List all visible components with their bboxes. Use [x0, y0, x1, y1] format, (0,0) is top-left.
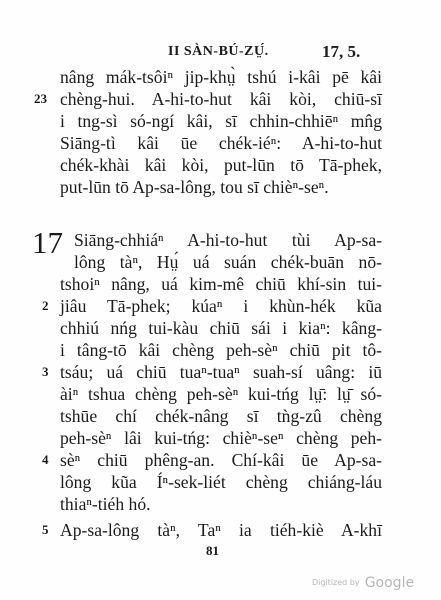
- verse-number: 4: [42, 452, 49, 467]
- text-line: peh-sèⁿ lâi kui-tńg: chièⁿ-seⁿ chèng peh-: [60, 428, 382, 448]
- text-line: Siāng-chhiáⁿ A-hi-to-hut tùi Ap-sa-: [74, 230, 382, 250]
- text-line: lông tàⁿ, Hṳ́ uá suán chék-buān nō-: [74, 252, 382, 272]
- page-header: [0, 44, 441, 64]
- digitization-watermark: [312, 572, 414, 591]
- chapter-number: 17: [32, 225, 63, 260]
- verse-number: 3: [42, 364, 49, 379]
- running-title: II SÀN-BÚ-ZṲ́.: [168, 44, 269, 59]
- text-line: nâng mák-tsôiⁿ jip-khṳ̀ tshú i-kâi pē kâi: [60, 67, 382, 87]
- text-line: thiaⁿ-tiéh hó.: [60, 494, 151, 514]
- text-line: chhiú nńg tui-kàu chiū sái i kiaⁿ: kâng-: [60, 318, 382, 338]
- text-line: chèng-hui. A-hi-to-hut kâi kòi, chiū-sī: [60, 89, 382, 109]
- watermark-prefix: Digitized by: [312, 578, 360, 587]
- page-number: 81: [206, 543, 219, 558]
- text-line: àiⁿ tshua chèng peh-sèⁿ kui-tńg lṳ̄: lṳ̄ só-: [60, 384, 382, 404]
- text-line: tshoiⁿ nâng, uá kim-mê chiū khí-sin tui-: [60, 274, 382, 294]
- text-line: jiâu Tā-phek; kúaⁿ i khùn-hék kũa: [60, 296, 382, 316]
- text-line: Ap-sa-lông tàⁿ, Taⁿ ia tiéh-kiè A-khī: [60, 520, 382, 540]
- verse-number: 23: [34, 91, 47, 106]
- google-logo-text: Google: [364, 575, 415, 591]
- text-line: chék-khài kâi kòi, put-lūn tō Tā-phek,: [60, 155, 382, 175]
- text-line: tshūe chí chék-nâng sī tǹg-zû chèng: [60, 406, 382, 426]
- verse-number: 2: [42, 298, 49, 313]
- chapter-verse-reference: 17, 5.: [322, 42, 361, 61]
- text-line: sèⁿ chiū phêng-an. Chí-kâi ūe Ap-sa-: [60, 450, 382, 470]
- verse-number: 5: [42, 522, 49, 537]
- text-line: i tng-sì só-ngí kâi, sī chhin-chhiēⁿ mn̂g: [60, 111, 382, 131]
- text-line: lông kũa Íⁿ-sek-liét chèng chiáng-láu: [60, 472, 382, 492]
- text-line: i tâng-tō kâi chèng peh-sèⁿ chiū pit tô-: [60, 340, 382, 360]
- text-line: put-lūn tō Ap-sa-lông, tou sī chièⁿ-seⁿ.: [60, 177, 329, 197]
- text-line: Siāng-tì kâi ūe chék-iéⁿ: A-hi-to-hut: [60, 133, 382, 153]
- text-line: tsáu; uá chiū tuaⁿ-tuaⁿ suah-sí uâng: iū: [60, 362, 382, 382]
